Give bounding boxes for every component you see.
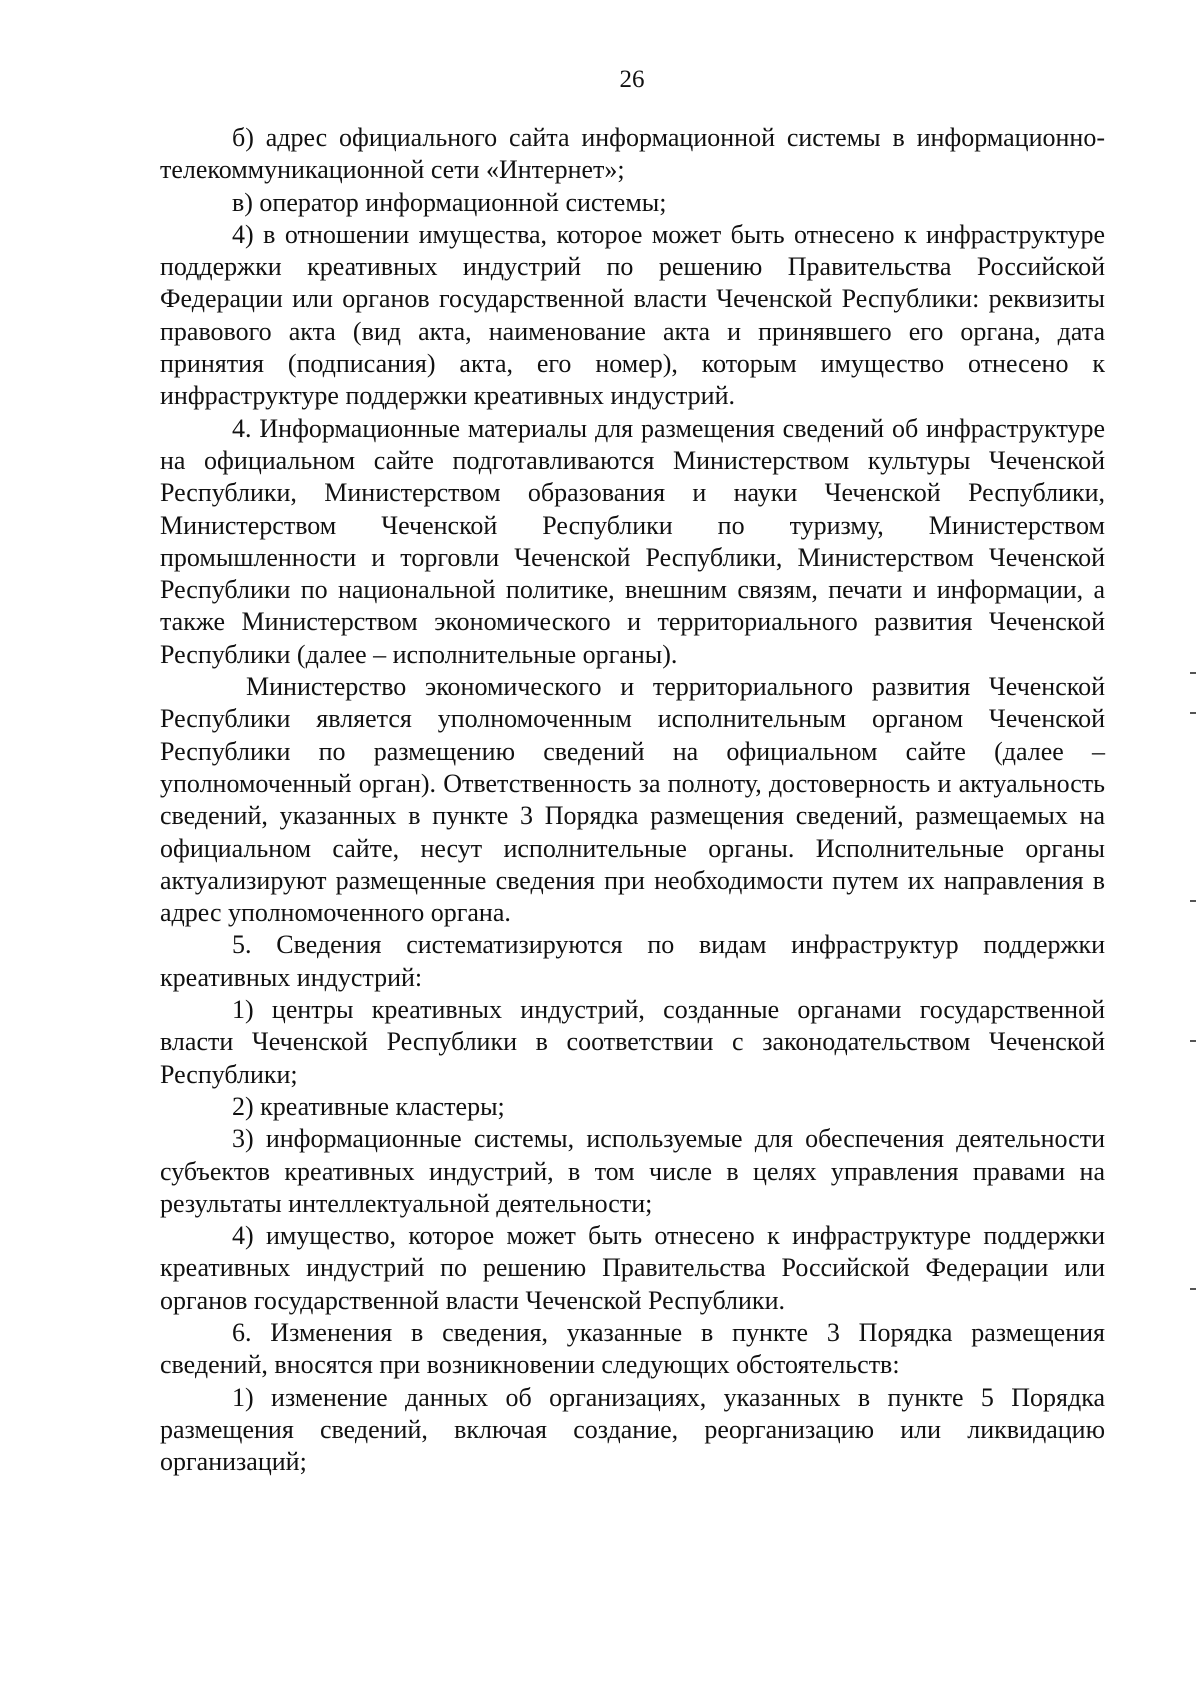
scan-artifact	[1190, 672, 1196, 674]
scan-artifact	[1190, 1288, 1196, 1290]
paragraph-authorized-body: Министерство экономического и территориального развития Чеченской Республики является уполномоченным исполнительным органом Чеченской Республики по размещению сведений на официальном сайте (далее – уполномоченный орган). Ответственность за полноту, достоверность и актуальность сведений, указанных в пункте 3 Порядка размещения сведений, размещаемых на официальном сайте, несут исполнительные органы. Исполнительные органы актуализируют размещенные сведения при необходимости путем их направления в адрес уполномоченного органа.	[160, 672, 1105, 928]
scan-artifact	[1190, 900, 1196, 902]
scan-artifact	[1190, 1040, 1196, 1042]
paragraph-website-address: б) адрес официального сайта информационной системы в информационно-телекоммуникационной сети «Интернет»;	[160, 123, 1105, 185]
paragraph-section-4: 4. Информационные материалы для размещения сведений об инфраструктуре на официальном сайте подготавливаются Министерством культуры Чеченской Республики, Министерством образования и науки Чеченской Республики, Министерством Чеченской Республики по туризму, Министерством промышленности и торговли Чеченской Республики, Министерством Чеченской Республики по национальной политике, внешним связям, печати и информации, а также Министерством экономического и территориального развития Чеченской Республики (далее – исполнительные органы).	[160, 413, 1105, 669]
page-number: 26	[619, 66, 645, 93]
scan-artifact	[1190, 712, 1196, 714]
paragraph-creative-centers: 1) центры креативных индустрий, созданные органами государственной власти Чеченской Республики в соответствии с законодательством Чеченской Республики;	[160, 995, 1105, 1089]
paragraph-system-operator: в) оператор информационной системы;	[232, 187, 667, 217]
paragraph-organization-changes: 1) изменение данных об организациях, указанных в пункте 5 Порядка размещения сведений, включая создание, реорганизацию или ликвидацию организаций;	[160, 1382, 1105, 1477]
paragraph-section-5: 5. Сведения систематизируются по видам инфраструктур поддержки креативных индустрий:	[160, 930, 1105, 992]
paragraph-information-systems: 3) информационные системы, используемые для обеспечения деятельности субъектов креативных индустрий, в том числе в целях управления правами на результаты интеллектуальной деятельности;	[160, 1124, 1105, 1218]
paragraph-section-6: 6. Изменения в сведения, указанные в пункте 3 Порядка размещения сведений, вносятся при возникновении следующих обстоятельств:	[160, 1317, 1105, 1380]
paragraph-property-details: 4) в отношении имущества, которое может быть отнесено к инфраструктуре поддержки креативных индустрий по решению Правительства Российской Федерации или органов государственной власти Чеченской Республики: реквизиты правового акта (вид акта, наименование акта и принявшего его органа, дата принятия (подписания) акта, его номер), которым имущество отнесено к инфраструктуре поддержки креативных индустрий.	[160, 219, 1105, 411]
paragraph-property: 4) имущество, которое может быть отнесено к инфраструктуре поддержки креативных индустрий по решению Правительства Российской Федерации или органов государственной власти Чеченской Республики.	[160, 1221, 1105, 1315]
document-body	[160, 122, 1105, 1478]
paragraph-creative-clusters: 2) креативные кластеры;	[232, 1091, 505, 1121]
